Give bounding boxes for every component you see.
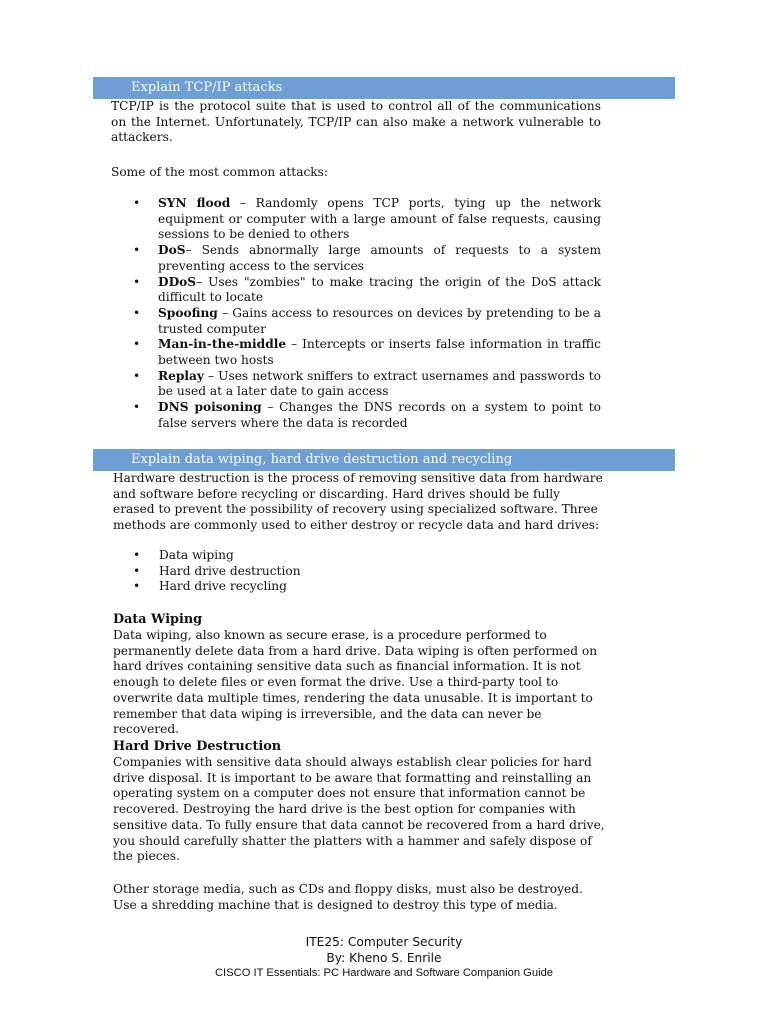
- attack-term: Man-in-the-middle: [158, 337, 287, 352]
- method-item: • Data wiping: [111, 548, 411, 564]
- attack-item-spoofing: [111, 306, 601, 337]
- attack-term: DNS poisoning: [158, 400, 262, 415]
- attack-sep: –: [261, 400, 280, 415]
- data-wiping-heading: [113, 612, 202, 628]
- other-media-paragraph: Other storage media, such as CDs and floppy disks, must also be destroyed. Use a shredding machine that is designed to destroy this type of media.: [113, 882, 583, 912]
- section-header-tcpip: Explain TCP/IP attacks: [93, 77, 675, 99]
- attack-sep: –: [217, 305, 233, 320]
- attack-sep: –: [196, 274, 209, 289]
- attack-sep: –: [230, 196, 256, 210]
- attack-desc: Gains access to resources on devices by pretending to be a trusted computer: [158, 305, 601, 336]
- hard-drive-destruction-heading: [113, 739, 281, 755]
- attack-item-ddos: [111, 275, 601, 306]
- wiping-intro-paragraph: Hardware destruction is the process of removing sensitive data from hardware and software before recycling or discarding. Hard drives should be fully erased to prevent the possibility of recovery using specialized software. Three methods are commonly used to either destroy or recycle data and hard drives:: [113, 471, 603, 533]
- attack-term: DDoS: [158, 274, 197, 289]
- attacks-lead-text: Some of the most common attacks:: [111, 165, 329, 179]
- hard-drive-destruction-heading-text: Hard Drive Destruction: [113, 739, 282, 754]
- data-wiping-heading-text: Data Wiping: [113, 612, 203, 627]
- attack-desc: Randomly opens TCP ports, tying up the network equipment or computer with a large amount of false requests, causing sessions to be denied to others: [158, 196, 602, 242]
- attack-item-syn-flood: [111, 196, 601, 243]
- footer-course: ITE25: Computer Security: [305, 935, 463, 949]
- hard-drive-destruction-paragraph: Companies with sensitive data should always establish clear policies for hard drive disposal. It is important to be aware that formatting and reinstalling an operating system on a computer does not ensure that information cannot be recovered. Destroying the hard drive is the best option for companies with sensitive data. To fully ensure that data cannot be recovered from a hard drive, you should carefully shatter the platters with a hammer and safely dispose of the pieces.: [113, 755, 605, 864]
- attack-sep: –: [286, 337, 303, 352]
- attack-desc: Intercepts or inserts false information in traffic between two hosts: [158, 337, 601, 368]
- attack-list: [111, 196, 601, 432]
- data-wiping-paragraph: Data wiping, also known as secure erase, is a procedure performed to permanently delete data from a hard drive. Data wiping is often performed on hard drives containing sensitive data such as financial information. It is not enough to delete files or even format the drive. Use a third-party tool to overwrite data multiple times, rendering the data unusable. It is important to remember that data wiping is irreversible, and the data can never be recovered.: [113, 628, 598, 737]
- section-header-data-wiping: Explain data wiping, hard drive destruction and recycling: [93, 449, 675, 471]
- attack-term: DoS: [158, 243, 186, 258]
- attack-sep: –: [185, 243, 202, 258]
- attack-term: Replay: [158, 368, 205, 383]
- method-item: • Hard drive destruction: [111, 564, 411, 580]
- attack-desc: Uses "zombies" to make tracing the origin of the DoS attack difficult to locate: [158, 274, 601, 305]
- attack-term: Spoofing: [158, 305, 218, 320]
- attack-item-mitm: [111, 337, 601, 368]
- attack-sep: –: [204, 368, 219, 383]
- attack-term: SYN flood: [158, 196, 231, 210]
- attack-desc: Changes the DNS records on a system to point to false servers where the data is recorded: [158, 400, 601, 430]
- attack-item-dns-poisoning: [111, 400, 601, 431]
- method-item: • Hard drive recycling: [111, 579, 411, 595]
- tcpip-intro-paragraph: TCP/IP is the protocol suite that is used to control all of the communications on the Internet. Unfortunately, TCP/IP can also make a network vulnerable to attackers.: [111, 99, 601, 145]
- footer-author: By: Kheno S. Enrile: [326, 951, 442, 965]
- attack-desc: Uses network sniffers to extract usernames and passwords to be used at a later date to gain access: [158, 368, 601, 399]
- attack-desc: Sends abnormally large amounts of requests to a system preventing access to the services: [158, 243, 602, 273]
- attack-item-dos: [111, 243, 601, 274]
- method-list: [111, 548, 411, 595]
- attack-item-replay: [111, 369, 601, 400]
- footer-source: CISCO IT Essentials: PC Hardware and Software Companion Guide: [214, 967, 554, 979]
